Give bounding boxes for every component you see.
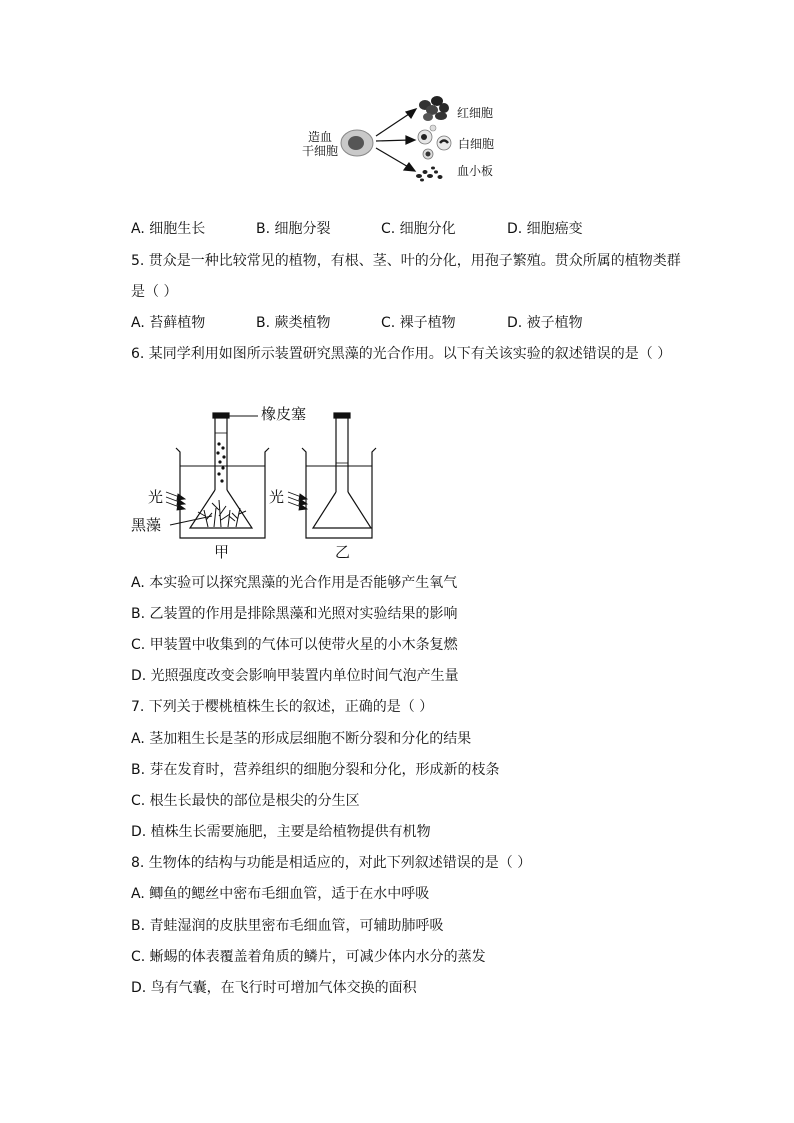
algae-label: 黑藻: [131, 516, 162, 534]
stopper-label: 橡皮塞: [261, 405, 307, 423]
q6-option-b: B. 乙装置的作用是排除黑藻和光照对实验结果的影响: [131, 606, 458, 622]
light-arrows-b: [288, 492, 307, 510]
q5-stem-line2: 是（ ）: [131, 284, 178, 300]
apparatus-a-label: 甲: [214, 543, 230, 561]
q5-option-d: D. 被子植物: [507, 315, 583, 331]
test-tube-a: [213, 413, 229, 490]
q5-option-c: C. 裸子植物: [381, 315, 456, 331]
q6-option-c: C. 甲装置中收集到的气体可以使带火星的小木条复燃: [131, 637, 458, 653]
q5-stem-line1: 5. 贯众是一种比较常见的植物，有根、茎、叶的分化，用孢子繁殖。贯众所属的植物类群: [131, 253, 681, 269]
q7-option-a: A. 茎加粗生长是茎的形成层细胞不断分裂和分化的结果: [131, 731, 472, 747]
q7-stem: 7. 下列关于樱桃植株生长的叙述，正确的是（ ）: [131, 699, 434, 715]
funnel-b: [313, 492, 371, 528]
q8-option-b: B. 青蛙湿润的皮肤里密布毛细血管，可辅助肺呼吸: [131, 918, 444, 934]
q7-option-c: C. 根生长最快的部位是根尖的分生区: [131, 793, 360, 809]
q6-option-d: D. 光照强度改变会影响甲装置内单位时间气泡产生量: [131, 668, 459, 684]
q8-option-d: D. 鸟有气囊，在飞行时可增加气体交换的面积: [131, 980, 417, 996]
q8-stem: 8. 生物体的结构与功能是相适应的，对此下列叙述错误的是（ ）: [131, 855, 532, 871]
light-label-a: 光: [148, 488, 164, 506]
platelet-label: 血小板: [457, 164, 494, 178]
q7-option-d: D. 植株生长需要施肥，主要是给植物提供有机物: [131, 824, 431, 840]
q4-option-d: D. 细胞癌变: [507, 221, 583, 237]
q4-option-c: C. 细胞分化: [381, 221, 456, 237]
light-arrows-a: [166, 492, 185, 510]
light-label-b: 光: [269, 488, 285, 506]
stem-cell-label-line2: 干细胞: [302, 144, 339, 158]
q7-option-b: B. 芽在发育时，营养组织的细胞分裂和分化，形成新的枝条: [131, 762, 500, 778]
stem-cell-label-line1: 造血: [308, 130, 333, 144]
q4-option-a: A. 细胞生长: [131, 221, 206, 237]
test-tube-b: [334, 413, 350, 492]
q5-option-a: A. 苔藓植物: [131, 315, 206, 331]
q6-stem: 6. 某同学利用如图所示装置研究黑藻的光合作用。以下有关该实验的叙述错误的是（ ）: [131, 346, 672, 362]
gas-bubbles: [216, 442, 225, 482]
beaker-b: [302, 448, 376, 538]
apparatus-b-label: 乙: [335, 543, 351, 561]
q4-option-b: B. 细胞分裂: [256, 221, 331, 237]
q5-option-b: B. 蕨类植物: [256, 315, 331, 331]
q8-option-a: A. 鲫鱼的鳃丝中密布毛细血管，适于在水中呼吸: [131, 886, 430, 902]
q8-option-c: C. 蜥蜴的体表覆盖着角质的鳞片，可减少体内水分的蒸发: [131, 949, 486, 965]
q6-option-a: A. 本实验可以探究黑藻的光合作用是否能够产生氧气: [131, 575, 458, 591]
beaker-a: [176, 448, 269, 538]
red-blood-cell-label: 红细胞: [457, 106, 494, 120]
white-blood-cell-label: 白细胞: [458, 137, 495, 151]
